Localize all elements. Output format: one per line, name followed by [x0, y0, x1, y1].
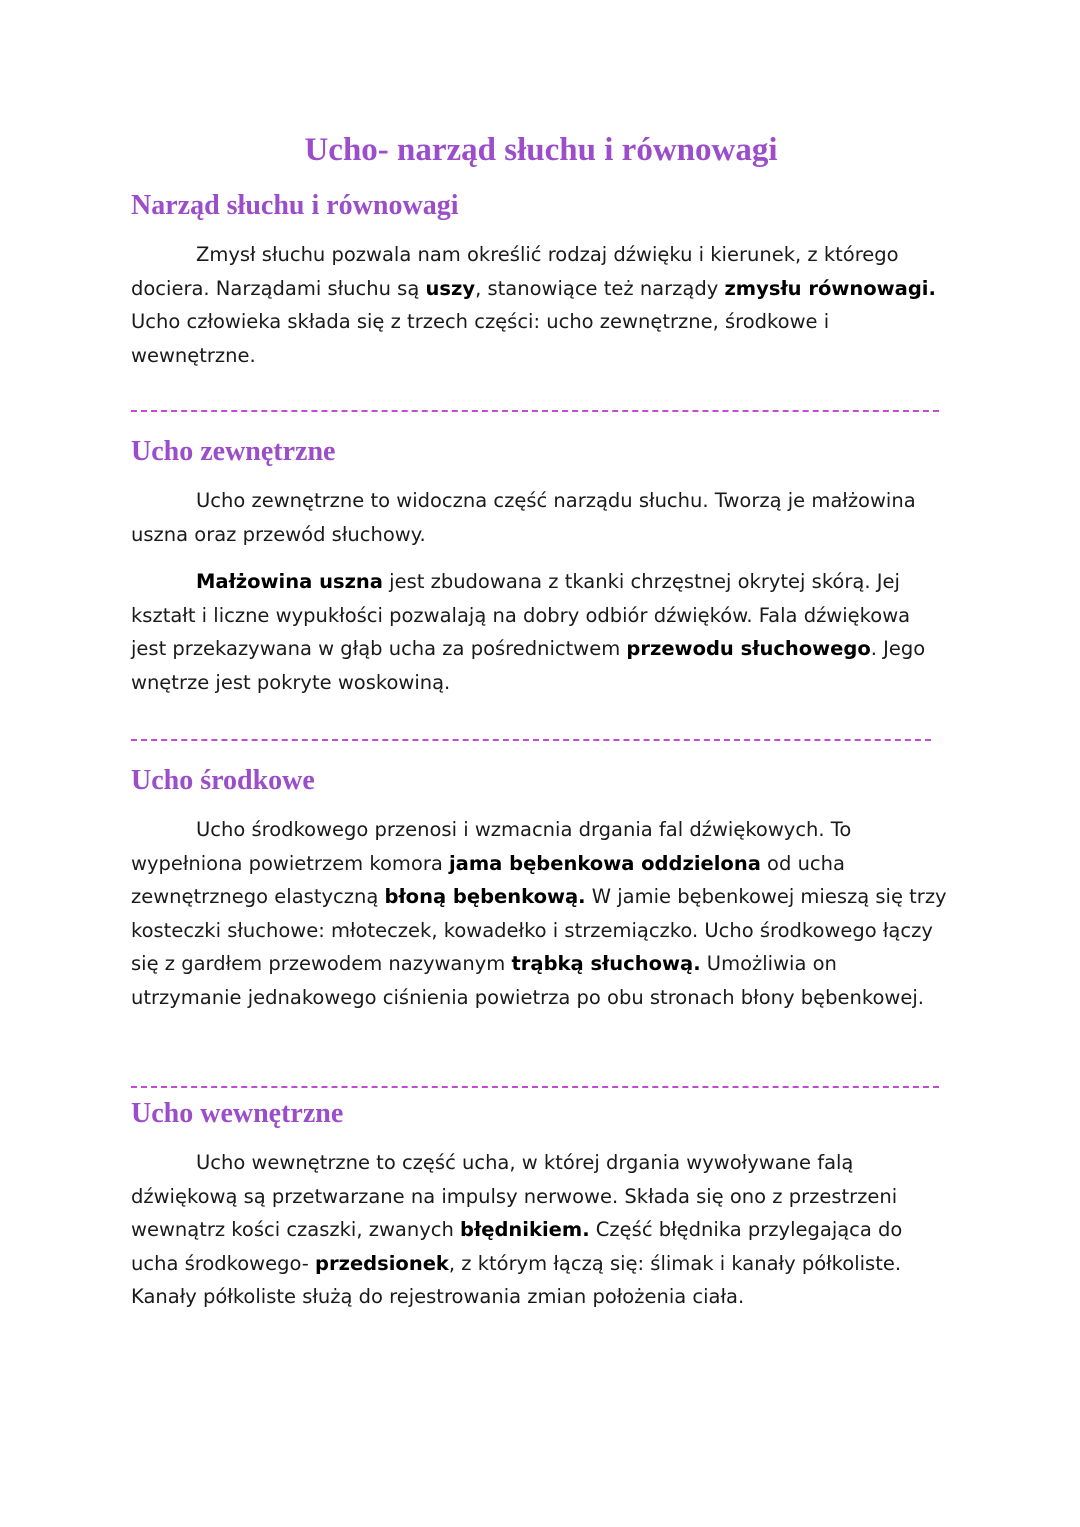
paragraph-text: Ucho środkowego przenosi i wzmacnia drgania fal dźwiękowych. To wypełniona powietrzem komora	[131, 818, 852, 875]
paragraph-text: , z którym łączą się: ślimak i kanały półkoliste. Kanały półkoliste służą do rejestrowania zmian położenia ciała.	[131, 1251, 902, 1309]
section-inner-ear	[131, 1096, 951, 1314]
section-paragraph	[131, 238, 951, 372]
bold-term: trąbką słuchową.	[511, 952, 701, 976]
section-heading: Narząd słuchu i równowagi	[131, 190, 459, 221]
paragraph-text: Część błędnika przylegająca do ucha środkowego-	[131, 1218, 903, 1275]
section-divider	[131, 1086, 939, 1088]
document-page	[131, 128, 951, 1309]
paragraph-text: od ucha zewnętrznego elastyczną	[131, 851, 845, 909]
section-paragraph	[131, 484, 951, 551]
section-heading: Ucho środkowe	[131, 765, 315, 796]
paragraph-text: Ucho wewnętrzne to część ucha, w której drgania wywoływane falą dźwiękową są przetwarzane na impulsy nerwowe. Składa się ono z przestrzeni wewnątrz kości czaszki, zwanych	[131, 1151, 898, 1242]
bold-term: uszy	[425, 276, 476, 300]
bold-term: jama bębenkowa oddzielona	[449, 851, 761, 875]
paragraph-text: Ucho człowieka składa się z trzech części: ucho zewnętrzne, środkowe i wewnętrzne.	[131, 310, 830, 367]
bold-term: przewodu słuchowego	[626, 637, 871, 661]
paragraph-text: jest zbudowana z tkanki chrzęstnej okrytej skórą. Jej kształt i liczne wypukłości pozwalają na dobry odbiór dźwięków. Fala dźwiękowa jest przekazywana w głąb ucha za pośrednictwem	[131, 570, 911, 661]
bold-term: przedsionek	[315, 1251, 449, 1275]
section-paragraph	[131, 565, 951, 699]
section-middle-ear	[131, 763, 951, 1015]
paragraph-text: Ucho zewnętrzne to widoczna część narządu słuchu. Tworzą je małżowina uszna oraz przewód słuchowy.	[131, 489, 916, 546]
bold-term: zmysłu równowagi.	[724, 276, 936, 300]
bold-term: błoną bębenkową.	[384, 885, 586, 909]
section-paragraph	[131, 813, 951, 1015]
section-outer-ear	[131, 434, 951, 700]
section-heading: Ucho wewnętrzne	[131, 1098, 344, 1129]
paragraph-text: . Jego wnętrze jest pokryte woskowiną.	[131, 637, 926, 694]
paragraph-text: , stanowiące też narządy	[475, 276, 725, 300]
section-divider	[131, 410, 939, 412]
paragraph-text: Zmysł słuchu pozwala nam określić rodzaj dźwięku i kierunek, z którego dociera. Narządami słuchu są	[131, 243, 899, 300]
bold-term: Małżowina uszna	[196, 570, 383, 594]
page-title: Ucho- narząd słuchu i równowagi	[304, 132, 778, 168]
paragraph-text: Umożliwia on utrzymanie jednakowego ciśnienia powietrza po obu stronach błony bębenkowej.	[131, 952, 924, 1009]
section-hearing-balance	[131, 188, 951, 372]
bold-term: błędnikiem.	[460, 1218, 590, 1242]
section-divider	[131, 739, 931, 741]
section-heading: Ucho zewnętrzne	[131, 436, 336, 467]
section-paragraph	[131, 1146, 951, 1314]
paragraph-text: W jamie bębenkowej mieszą się trzy kosteczki słuchowe: młoteczek, kowadełko i strzemiączko. Ucho środkowego łączy się z gardłem przewodem nazywanym	[131, 885, 947, 976]
